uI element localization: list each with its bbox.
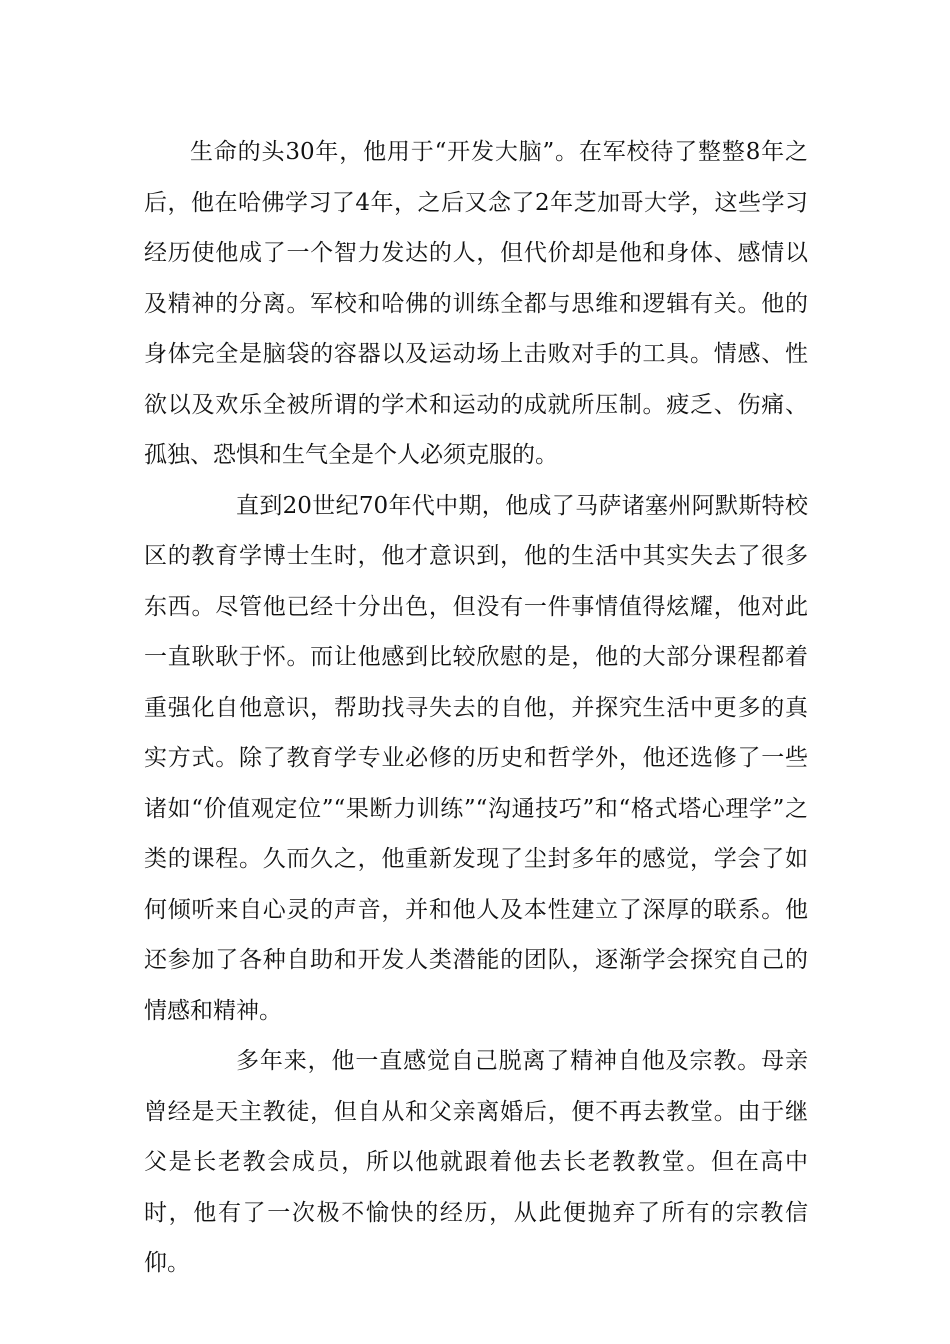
- body-text: [144, 127, 808, 1289]
- paragraph-1: 生命的头30年，他用于“开发大脑”。在军校待了整整8年之后，他在哈佛学习了4年，之后又念了2年芝加哥大学，这些学习经历使他成了一个智力发达的人，但代价却是他和身体、感情以及精神的分离。军校和哈佛的训练全都与思维和逻辑有关。他的身体完全是脑袋的容器以及运动场上击败对手的工具。情感、性欲以及欢乐全被所谓的学术和运动的成就所压制。疲乏、伤痛、孤独、恐惧和生气全是个人必须克服的。: [144, 139, 808, 468]
- paragraph-3: 多年来，他一直感觉自己脱离了精神自他及宗教。母亲曾经是天主教徒，但自从和父亲离婚后，便不再去教堂。由于继父是长老教会成员，所以他就跟着他去长老教教堂。但在高中时，他有了一次极不愉快的经历，从此便抛弃了所有的宗教信仰。: [144, 1048, 808, 1276]
- paragraph-2: 直到20世纪70年代中期，他成了马萨诸塞州阿默斯特校区的教育学博士生时，他才意识到，他的生活中其实失去了很多东西。尽管他已经十分出色，但没有一件事情值得炫耀，他对此一直耿耿于怀。而让他感到比较欣慰的是，他的大部分课程都着重强化自他意识，帮助找寻失去的自他，并探究生活中更多的真实方式。除了教育学专业必修的历史和哲学外，他还选修了一些诸如“价值观定位”“果断力训练”“沟通技巧”和“格式塔心理学”之类的课程。久而久之，他重新发现了尘封多年的感觉，学会了如何倾听来自心灵的声音，并和他人及本性建立了深厚的联系。他还参加了各种自助和开发人类潜能的团队，逐渐学会探究自己的情感和精神。: [144, 492, 808, 1024]
